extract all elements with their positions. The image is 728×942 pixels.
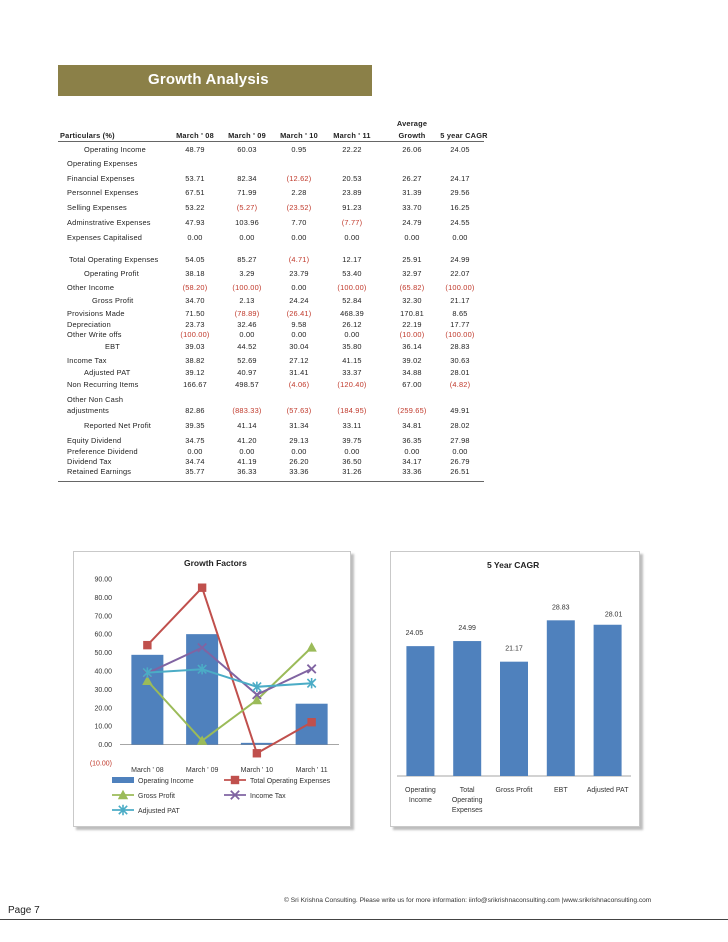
table-cell: 32.30: [402, 296, 422, 305]
page-number: Page 7: [8, 905, 40, 916]
table-cell: 0.00: [404, 447, 420, 456]
table-cell: 7.70: [291, 218, 307, 227]
table-cell: 26.79: [450, 457, 470, 466]
table-cell: 0.00: [239, 447, 255, 456]
table-cell: 26.06: [402, 145, 422, 154]
table-cell: 27.12: [289, 356, 309, 365]
table-cell: 53.71: [185, 174, 205, 183]
table-header-col: 5 year CAGR: [440, 131, 488, 140]
table-cell: 30.63: [450, 356, 470, 365]
table-cell: (65.82): [399, 283, 425, 292]
table-row-label: Adjusted PAT: [84, 368, 131, 377]
table-cell: 38.18: [185, 269, 205, 278]
table-cell: (4.71): [288, 255, 310, 264]
table-cell: 498.57: [235, 380, 259, 389]
line-marker: [198, 584, 206, 592]
table-cell: 0.00: [344, 447, 360, 456]
table-cell: 35.77: [185, 467, 205, 476]
footer-rule: [0, 919, 728, 920]
growth-factors-title: Growth Factors: [184, 558, 247, 568]
table-cell: 9.58: [291, 320, 307, 329]
table-cell: (184.95): [337, 406, 367, 415]
table-cell: 34.75: [185, 436, 205, 445]
table-row-label: Personnel Expenses: [67, 188, 139, 197]
table-cell: 36.50: [342, 457, 362, 466]
table-cell: 53.22: [185, 203, 205, 212]
table-cell: 39.75: [342, 436, 362, 445]
table-cell: 28.01: [450, 368, 470, 377]
cagr-category-label: Operating: [451, 797, 483, 804]
table-row-label: Income Tax: [67, 356, 107, 365]
table-cell: (259.65): [397, 406, 427, 415]
footer-text: © Sri Krishna Consulting. Please write us for more information: iinfo@srikrishnaconsulting.com |www.srikrishnaconsulting.com: [284, 897, 652, 904]
table-cell: 31.39: [402, 188, 422, 197]
table-cell: 0.00: [452, 233, 468, 242]
table-cell: 41.20: [237, 436, 257, 445]
table-cell: (10.00): [399, 330, 425, 339]
table-row-label: Other Income: [67, 283, 115, 292]
table-cell: 26.27: [402, 174, 422, 183]
table-cell: 33.37: [342, 368, 362, 377]
table-cell: 53.40: [342, 269, 362, 278]
table-cell: 31.34: [289, 421, 309, 430]
table-row-label: Expenses Capitalised: [67, 233, 143, 242]
table-cell: (57.63): [286, 406, 312, 415]
x-tick-label: March ' 11: [295, 767, 328, 774]
table-cell: 35.80: [342, 342, 362, 351]
table-cell: 0.00: [239, 330, 255, 339]
cagr-value-label: 24.99: [458, 625, 476, 633]
line-marker: [307, 665, 315, 673]
table-row-label: Gross Profit: [92, 296, 134, 305]
table-cell: 60.03: [237, 145, 257, 154]
table-cell: 23.79: [289, 269, 309, 278]
table-cell: (100.00): [445, 283, 475, 292]
table-cell: 25.91: [402, 255, 422, 264]
table-cell: 52.69: [237, 356, 257, 365]
table-cell: (78.89): [234, 309, 260, 318]
table-row-label: Operating Expenses: [67, 159, 138, 168]
cagr-chart: [390, 551, 640, 827]
legend-label: Gross Profit: [138, 793, 175, 800]
cagr-bar: [406, 646, 434, 776]
table-cell: 28.02: [450, 421, 470, 430]
table-row-label: Adminstrative Expenses: [67, 218, 151, 227]
table-cell: 29.56: [450, 188, 470, 197]
table-cell: (12.62): [286, 174, 312, 183]
table-cell: (100.00): [445, 330, 475, 339]
table-cell: 17.77: [450, 320, 470, 329]
table-cell: 31.41: [289, 368, 309, 377]
cagr-plot: [391, 552, 639, 826]
cagr-category-label: Expenses: [451, 807, 483, 814]
table-row-label: Non Recurring Items: [67, 380, 139, 389]
table-cell: 27.98: [450, 436, 470, 445]
table-cell: 34.70: [185, 296, 205, 305]
table-cell: 12.17: [342, 255, 362, 264]
table-cell: (4.06): [288, 380, 310, 389]
table-cell: 36.14: [402, 342, 422, 351]
line-marker: [306, 642, 316, 651]
table-cell: 34.88: [402, 368, 422, 377]
table-cell: 49.91: [450, 406, 470, 415]
table-cell: 54.05: [185, 255, 205, 264]
table-cell: 36.33: [237, 467, 257, 476]
table-cell: 0.00: [344, 330, 360, 339]
table-cell: 33.36: [289, 467, 309, 476]
line-marker: [253, 749, 261, 757]
table-cell: 32.46: [237, 320, 257, 329]
table-cell: (883.33): [232, 406, 262, 415]
table-cell: 0.00: [187, 233, 203, 242]
cagr-title: 5 Year CAGR: [487, 560, 540, 570]
x-tick-label: March ' 08: [131, 767, 164, 774]
table-cell: 0.00: [187, 447, 203, 456]
table-header-label: Particulars (%): [60, 131, 115, 140]
table-header-col: March ' 11: [333, 131, 371, 140]
table-row-label: Depreciation: [67, 320, 111, 329]
cagr-category-label: EBT: [553, 787, 568, 794]
table-cell: 67.00: [402, 380, 422, 389]
table-header-col: Growth: [398, 131, 426, 140]
y-tick-label: 0.00: [98, 742, 112, 750]
table-row-label: Financial Expenses: [67, 174, 135, 183]
table-cell: 26.12: [342, 320, 362, 329]
legend-label: Total Operating Expenses: [250, 778, 331, 785]
table-cell: 39.12: [185, 368, 205, 377]
y-tick-label: 30.00: [94, 686, 112, 694]
table-cell: 71.99: [237, 188, 257, 197]
table-cell: 24.99: [450, 255, 470, 264]
cagr-value-label: 28.83: [552, 604, 570, 612]
table-cell: (5.27): [236, 203, 258, 212]
table-cell: 48.79: [185, 145, 205, 154]
cagr-category-label: Operating: [405, 787, 436, 794]
y-tick-label: 10.00: [94, 723, 112, 731]
line-marker: [143, 641, 151, 649]
table-cell: 0.00: [452, 447, 468, 456]
table-cell: 0.00: [291, 330, 307, 339]
table-cell: 0.00: [291, 447, 307, 456]
table-cell: (100.00): [337, 283, 367, 292]
table-cell: 44.52: [237, 342, 257, 351]
table-cell: (23.52): [286, 203, 312, 212]
table-cell: 26.51: [450, 467, 470, 476]
table-cell: 0.00: [344, 233, 360, 242]
table-row-label: Other Write offs: [67, 330, 122, 339]
table-cell: (58.20): [182, 283, 208, 292]
line-marker: [307, 718, 315, 726]
table-cell: (100.00): [180, 330, 210, 339]
legend-label: Adjusted PAT: [138, 808, 180, 815]
table-cell: 34.74: [185, 457, 205, 466]
table-cell: 82.34: [237, 174, 257, 183]
table-row-label: Operating Income: [84, 145, 146, 154]
table-cell: 38.82: [185, 356, 205, 365]
table-row-label: Total Operating Expenses: [69, 255, 159, 264]
table-cell: 85.27: [237, 255, 257, 264]
table-cell: 39.02: [402, 356, 422, 365]
table-cell: 32.97: [402, 269, 422, 278]
table-row-label: Dividend Tax: [67, 457, 112, 466]
table-cell: 0.00: [291, 283, 307, 292]
cagr-value-label: 21.17: [505, 645, 523, 653]
table-cell: 16.25: [450, 203, 470, 212]
table-cell: 8.65: [452, 309, 468, 318]
table-row-label: Other Non Cash: [67, 395, 124, 404]
table-cell: 24.55: [450, 218, 470, 227]
table-cell: 22.07: [450, 269, 470, 278]
table-cell: 21.17: [450, 296, 470, 305]
table-rule-mid: [58, 481, 484, 482]
cagr-value-label: 28.01: [604, 611, 623, 619]
cagr-value-label: 24.05: [405, 630, 424, 638]
table-cell: 0.00: [239, 233, 255, 242]
table-row-label: Selling Expenses: [67, 203, 127, 212]
table-cell: (120.40): [337, 380, 367, 389]
table-cell: 41.19: [237, 457, 257, 466]
table-row-label: Provisions Made: [67, 309, 125, 318]
cagr-category-label: Adjusted PAT: [586, 787, 629, 794]
page-title: Growth Analysis: [148, 71, 269, 88]
table-cell: 33.70: [402, 203, 422, 212]
legend-swatch: [112, 777, 134, 783]
y-tick-label: 70.00: [94, 613, 112, 621]
table-cell: 33.11: [342, 421, 362, 430]
table-cell: 33.36: [402, 467, 422, 476]
table-cell: 2.28: [291, 188, 307, 197]
table-cell: 24.79: [402, 218, 422, 227]
table-cell: 91.23: [342, 203, 362, 212]
table-cell: 24.17: [450, 174, 470, 183]
table-cell: (100.00): [232, 283, 262, 292]
table-cell: 22.22: [342, 145, 362, 154]
table-row-label: Retained Earnings: [67, 467, 132, 476]
table-cell: 29.13: [289, 436, 309, 445]
table-cell: 34.17: [402, 457, 422, 466]
table-cell: 30.04: [289, 342, 309, 351]
table-cell: 103.96: [235, 218, 259, 227]
table-cell: 468.39: [340, 309, 364, 318]
y-tick-label: 60.00: [94, 631, 112, 639]
table-cell: 40.97: [237, 368, 257, 377]
table-cell: (7.77): [341, 218, 363, 227]
legend-label: Income Tax: [250, 793, 286, 800]
table-header-col: March ' 09: [228, 131, 266, 140]
table-cell: 71.50: [185, 309, 205, 318]
y-tick-label: 90.00: [94, 576, 112, 584]
table-cell: 0.00: [404, 233, 420, 242]
x-tick-label: March ' 10: [240, 767, 274, 774]
table-cell: 0.95: [291, 145, 307, 154]
line-marker: [231, 776, 239, 784]
growth-factors-chart: [73, 551, 351, 827]
table-cell: 34.81: [402, 421, 422, 430]
table-cell: 166.67: [183, 380, 207, 389]
table-cell: 31.26: [342, 467, 362, 476]
table-row-label: EBT: [105, 342, 120, 351]
y-tick-label: 80.00: [94, 594, 112, 602]
y-tick-label: 20.00: [94, 705, 112, 713]
legend-label: Operating Income: [138, 778, 194, 785]
cagr-category-label: Total: [459, 787, 475, 794]
table-cell: 28.83: [450, 342, 470, 351]
table-row-label: adjustments: [67, 406, 110, 415]
cagr-bar: [594, 625, 622, 776]
cagr-bar: [500, 662, 528, 776]
table-rule-top: [58, 141, 484, 142]
table-cell: 23.89: [342, 188, 362, 197]
table-cell: (26.41): [286, 309, 312, 318]
y-tick-label: 50.00: [94, 650, 112, 658]
table-row-label: Operating Profit: [84, 269, 139, 278]
y-tick-label: (10.00): [89, 760, 112, 768]
table-row-label: Preference Dividend: [67, 447, 138, 456]
cagr-bar: [547, 620, 575, 776]
table-cell: 41.14: [237, 421, 257, 430]
y-tick-label: 40.00: [94, 668, 112, 676]
table-cell: 22.19: [402, 320, 422, 329]
table-cell: 24.05: [450, 145, 470, 154]
table-cell: 67.51: [185, 188, 205, 197]
table-cell: 39.35: [185, 421, 205, 430]
table-cell: 20.53: [342, 174, 362, 183]
table-cell: 26.20: [289, 457, 309, 466]
table-cell: 82.86: [185, 406, 205, 415]
table-cell: 39.03: [185, 342, 205, 351]
table-cell: (4.82): [449, 380, 471, 389]
table-cell: 2.13: [239, 296, 255, 305]
table-cell: 3.29: [239, 269, 255, 278]
table-cell: 41.15: [342, 356, 362, 365]
table-cell: 47.93: [185, 218, 205, 227]
bar-operating-income: [241, 743, 273, 745]
table-header-col: March ' 08: [176, 131, 214, 140]
x-tick-label: March ' 09: [185, 767, 219, 774]
table-cell: 36.35: [402, 436, 422, 445]
cagr-category-label: Gross Profit: [495, 787, 533, 794]
table-cell: 0.00: [291, 233, 307, 242]
table-header-col: March ' 10: [280, 131, 318, 140]
growth-factors-plot: [74, 552, 350, 826]
table-cell: 52.84: [342, 296, 362, 305]
table-cell: 24.24: [289, 296, 309, 305]
table-cell: 23.73: [185, 320, 205, 329]
table-cell: 170.81: [400, 309, 424, 318]
cagr-category-label: Income: [408, 797, 432, 804]
table-row-label: Equity Dividend: [67, 436, 122, 445]
table-row-label: Reported Net Profit: [84, 421, 152, 430]
cagr-bar: [453, 641, 481, 776]
growth-header-top: Average: [396, 119, 428, 128]
